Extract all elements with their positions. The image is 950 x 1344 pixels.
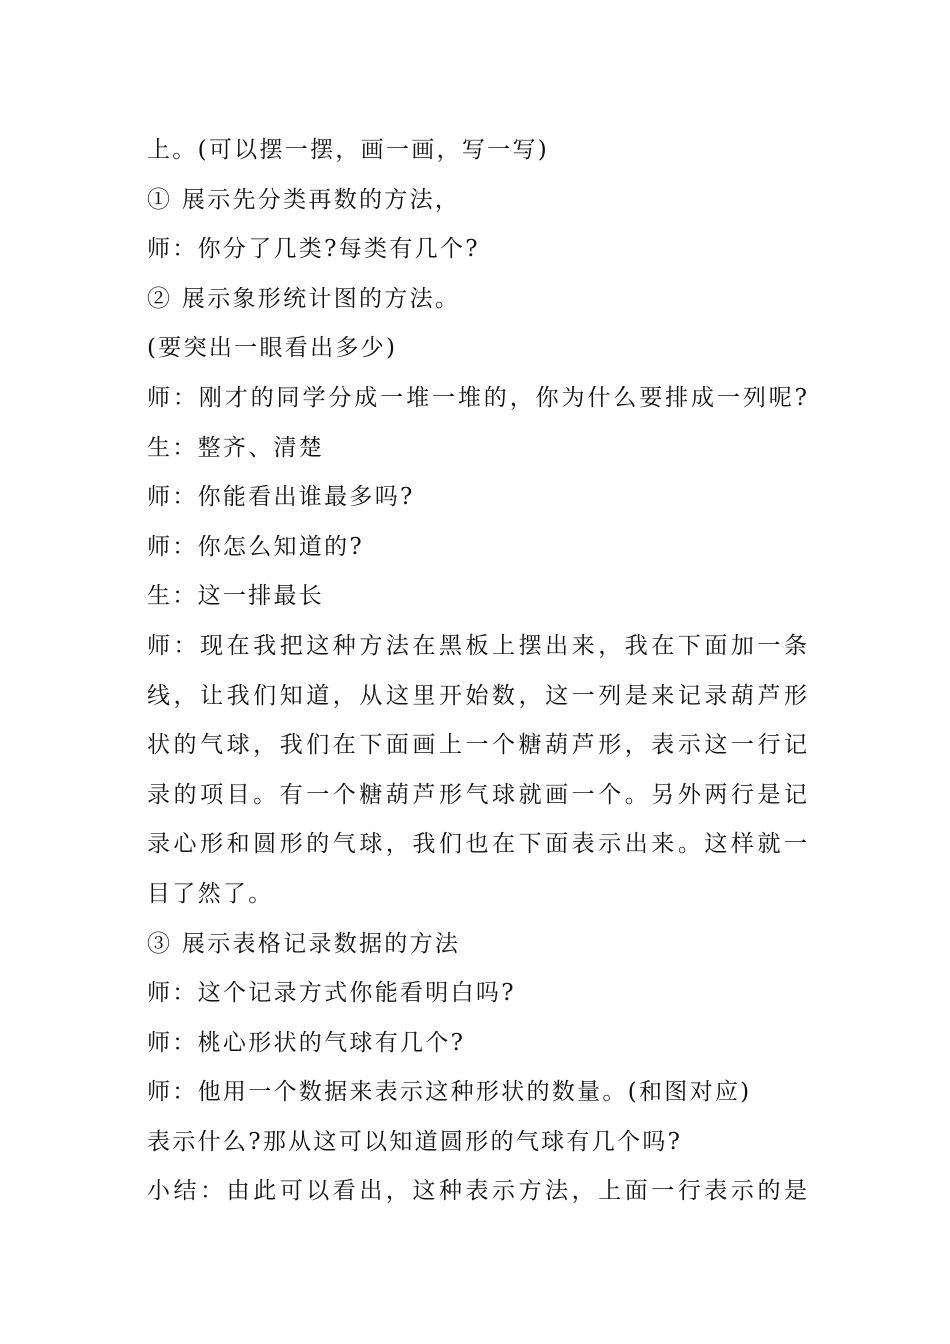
text-line-9: 师：你怎么知道的?: [147, 533, 365, 560]
text-line-13: 状的气球，我们在下面画上一个糖葫芦形，表示这一行记: [147, 732, 807, 759]
text-line-14: 录的项目。有一个糖葫芦形气球就画一个。另外两行是记: [147, 781, 807, 808]
text-line-15: 录心形和圆形的气球，我们也在下面表示出来。这样就一: [147, 831, 807, 858]
text-line-12: 线，让我们知道，从这里开始数，这一列是来记录葫芦形: [147, 682, 807, 709]
text-line-20: 师：他用一个数据来表示这种形状的数量。(和图对应): [147, 1079, 752, 1106]
text-line-1: 上。(可以摆一摆，画一画，写一写): [147, 137, 550, 163]
document-body: [147, 126, 807, 1217]
text-line-2: ① 展示先分类再数的方法，: [147, 186, 461, 213]
text-line-10: 生：这一排最长: [147, 583, 325, 610]
text-line-5: (要突出一眼看出多少): [147, 335, 398, 362]
text-line-21: 表示什么?那从这可以知道圆形的气球有几个吗?: [147, 1128, 683, 1155]
text-line-8: 师：你能看出谁最多吗?: [147, 484, 415, 511]
text-line-17: ③ 展示表格记录数据的方法: [147, 930, 461, 957]
text-line-22: 小结：由此可以看出，这种表示方法，上面一行表示的是: [147, 1178, 807, 1205]
text-line-19: 师：桃心形状的气球有几个?: [147, 1029, 466, 1056]
text-line-18: 师：这个记录方式你能看明白吗?: [147, 980, 516, 1007]
text-line-11: 师：现在我把这种方法在黑板上摆出来，我在下面加一条: [147, 632, 807, 659]
text-line-6: 师：刚才的同学分成一堆一堆的，你为什么要排成一列呢?: [147, 384, 807, 411]
text-line-7: 生：整齐、清楚: [147, 434, 325, 461]
text-line-4: ② 展示象形统计图的方法。: [147, 285, 461, 312]
text-line-16: 目了然了。: [147, 880, 274, 907]
text-line-3: 师：你分了几类?每类有几个?: [147, 236, 480, 263]
